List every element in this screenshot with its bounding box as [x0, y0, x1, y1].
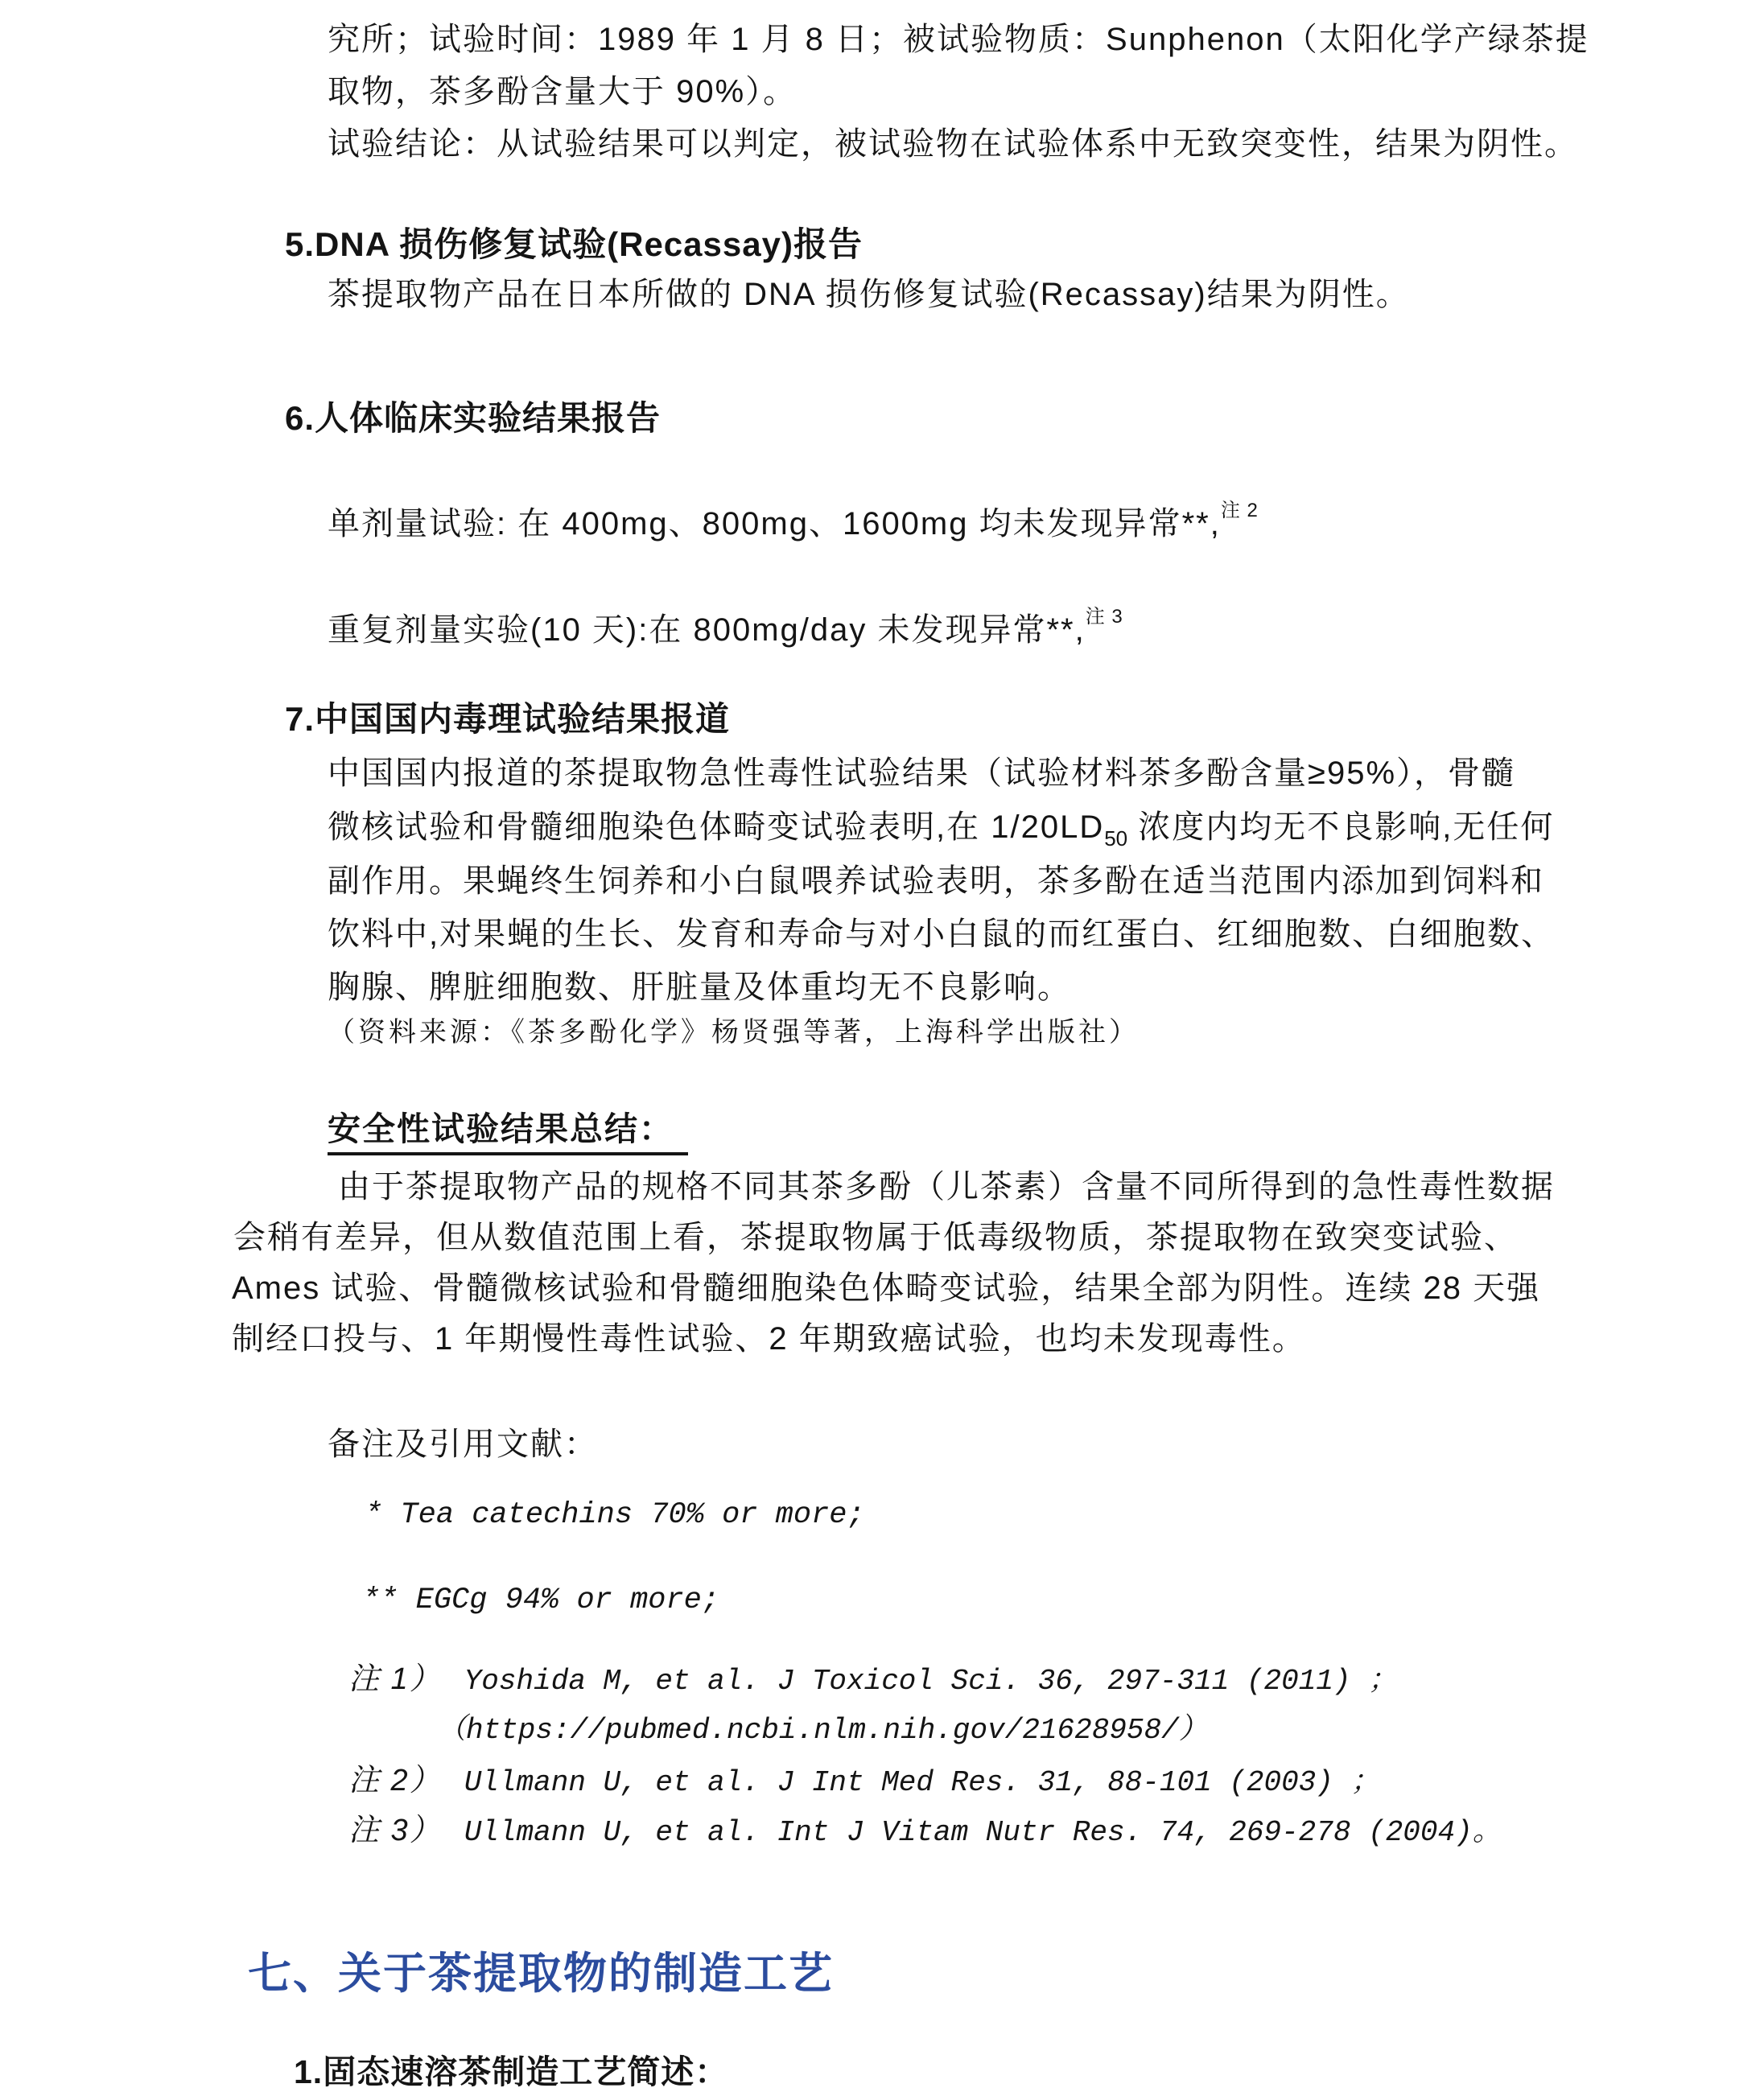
ld50-subscript: 50 — [1104, 826, 1128, 850]
text: 重复剂量实验(10 天):在 800mg/day 未发现异常**, — [328, 612, 1086, 648]
heading-text: 6.人体临床实验结果报告 — [285, 399, 662, 437]
text: 取物，茶多酚含量大于 90%）。 — [328, 74, 798, 109]
reference-1-url — [437, 1712, 1208, 1748]
heading-text: 1.固态速溶茶制造工艺简述： — [294, 2053, 729, 2090]
single-dose-line — [328, 500, 1259, 544]
section5-heading — [285, 224, 863, 266]
summary-line-3 — [232, 1268, 1540, 1308]
continuation-line-1 — [328, 19, 1589, 60]
note-egcg — [362, 1582, 719, 1619]
section7-line-5 — [328, 967, 1071, 1007]
text: 微核试验和骨髓细胞染色体畸变试验表明,在 1/20LD — [328, 809, 1105, 845]
summary-line-4 — [232, 1319, 1306, 1359]
footnote-marker-3: 注 3 — [1085, 606, 1123, 628]
text: 究所；试验时间：1989 年 1 月 8 日；被试验物质：Sunphenon（太阳化学产绿茶提 — [328, 22, 1589, 57]
text: 制经口投与、1 年期慢性毒性试验、2 年期致癌试验，也均未发现毒性。 — [232, 1321, 1306, 1357]
heading-text: 5.DNA 损伤修复试验(Recassay)报告 — [285, 225, 863, 263]
source-note — [328, 1015, 1140, 1050]
ref-text: Yoshida M, et al. J Toxicol Sci. 36, 297-311 (2011) ； — [464, 1665, 1398, 1698]
section7-line-2 — [328, 807, 1555, 850]
reference-3 — [348, 1812, 1502, 1851]
section7-line-4 — [328, 914, 1555, 954]
ref-label: 注 3） — [348, 1814, 442, 1847]
trial-conclusion-line — [328, 124, 1578, 164]
ref-text: Ullmann U, et al. J Int Med Res. 31, 88-101 (2003) ； — [464, 1766, 1380, 1799]
text: 胸腺、脾脏细胞数、肝脏量及体重均无不良影响。 — [328, 970, 1071, 1005]
text: 会稍有差异，但从数值范围上看，茶提取物属于低毒级物质，茶提取物在致突变试验、 — [233, 1220, 1518, 1255]
footnote-marker-2: 注 2 — [1220, 500, 1259, 521]
text: 副作用。果蝇终生饲养和小白鼠喂养试验表明，茶多酚在适当范围内添加到饲料和 — [328, 863, 1544, 899]
section7-line-1 — [328, 753, 1515, 793]
text: * Tea catechins 70% or more; — [365, 1498, 865, 1532]
text: 单剂量试验: 在 400mg、800mg、1600mg 均未发现异常**, — [328, 506, 1221, 542]
ref-text: Ullmann U, et al. Int J Vitam Nutr Res. 74, 269-278 (2004)。 — [464, 1816, 1502, 1849]
section5-body-line — [328, 274, 1410, 315]
references-heading — [328, 1424, 598, 1464]
text: 中国国内报道的茶提取物急性毒性试验结果（试验材料茶多酚含量≥95%），骨髓 — [328, 756, 1516, 791]
text: 饮料中,对果蝇的生长、发育和寿命与对小白鼠的而红蛋白、红细胞数、白细胞数、 — [328, 916, 1556, 952]
section7-line-3 — [328, 861, 1544, 901]
text: ** EGCg 94% or more; — [362, 1583, 720, 1617]
text: 试验结论：从试验结果可以判定，被试验物在试验体系中无致突变性，结果为阴性。 — [328, 126, 1578, 162]
note-catechins — [365, 1497, 865, 1534]
continuation-line-2 — [328, 72, 797, 112]
text: （资料来源：《茶多酚化学》杨贤强等著，上海科学出版社） — [328, 1017, 1140, 1048]
ref-label: 注 2） — [348, 1764, 442, 1798]
manufacturing-section-heading — [248, 1947, 834, 2002]
ref-label: 注 1） — [348, 1662, 442, 1696]
section7-heading — [285, 698, 730, 741]
text: 由于茶提取物产品的规格不同其茶多酚（儿茶素）含量不同所得到的急性毒性数据 — [338, 1169, 1555, 1205]
instant-tea-subheading — [294, 2052, 728, 2092]
url-text: （https://pubmed.ncbi.nlm.nih.gov/21628958/） — [437, 1714, 1208, 1747]
reference-1 — [348, 1661, 1397, 1699]
heading-text: 7.中国国内毒理试验结果报道 — [285, 700, 731, 738]
heading-text: 安全性试验结果总结： — [328, 1110, 688, 1155]
text: 浓度内均无不良影响,无任何 — [1127, 809, 1555, 845]
text: 茶提取物产品在日本所做的 DNA 损伤修复试验(Recassay)结果为阴性。 — [328, 277, 1410, 312]
summary-line-1 — [338, 1167, 1555, 1207]
heading-text: 七、关于茶提取物的制造工艺 — [248, 1950, 834, 1998]
reference-2 — [348, 1762, 1379, 1801]
summary-line-2 — [233, 1217, 1518, 1258]
safety-summary-heading — [328, 1109, 688, 1150]
text: Ames 试验、骨髓微核试验和骨髓细胞染色体畸变试验，结果全部为阴性。连续 28 天强 — [232, 1270, 1541, 1306]
repeat-dose-line — [328, 606, 1123, 650]
section6-heading — [285, 397, 661, 440]
heading-text: 备注及引用文献： — [328, 1427, 598, 1462]
